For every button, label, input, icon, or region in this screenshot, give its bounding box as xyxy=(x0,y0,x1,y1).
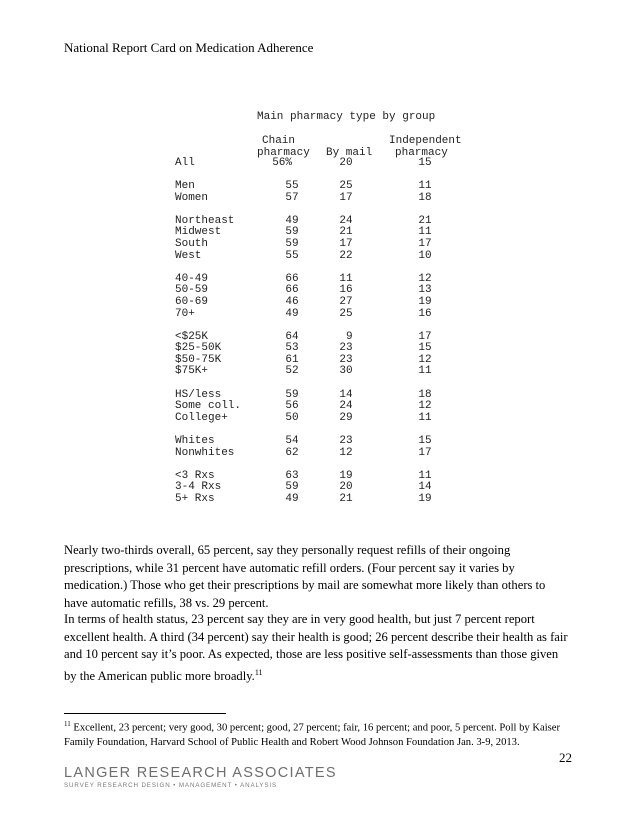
table-cell: 27 xyxy=(339,295,353,308)
row-label: HS/less xyxy=(175,388,222,401)
table-cell: 11 xyxy=(418,365,432,378)
page-number: 22 xyxy=(559,750,572,765)
table-cell: 18 xyxy=(418,191,432,204)
table-cell: 17 xyxy=(418,330,432,343)
table-cell: 12 xyxy=(339,446,353,459)
table-cell: 20 xyxy=(339,481,353,494)
paragraph-health-status xyxy=(64,611,569,685)
row-label: 50-59 xyxy=(175,284,209,297)
table-title: Main pharmacy type by group xyxy=(257,111,436,123)
table-cell: 16 xyxy=(339,284,353,297)
table-cell: 24 xyxy=(339,214,353,227)
table-cell: 66 xyxy=(285,272,299,285)
row-label: All xyxy=(175,157,195,169)
row-label: 3-4 Rxs xyxy=(175,481,222,494)
table-cell: 23 xyxy=(339,434,353,447)
table-cell: 54 xyxy=(285,434,299,447)
table-cell: 25 xyxy=(339,307,353,320)
table-cell: 46 xyxy=(285,295,299,308)
col-header-chain-line1: Chain xyxy=(262,135,296,147)
row-label: 70+ xyxy=(175,307,195,320)
footnote-divider xyxy=(64,713,226,714)
footnote-text: Excellent, 23 percent; very good, 30 percent; good, 27 percent; fair, 16 percent; and poor, 5 percent. Poll by Kaiser Family Foundation, Harvard School of Public Health and Robert Wood Johnson Foundation Jan. 3-9, 2013. xyxy=(64,722,560,748)
table-cell: 19 xyxy=(418,295,432,308)
table-cell: 61 xyxy=(285,353,299,366)
table-cell: 56 xyxy=(285,400,299,413)
row-label: 40-49 xyxy=(175,272,209,285)
table-cell: 25 xyxy=(339,180,353,193)
footnote-number: 11 xyxy=(64,720,71,728)
table-cell: 57 xyxy=(285,191,299,204)
row-label: $25-50K xyxy=(175,342,222,355)
table-cell: 11 xyxy=(418,180,432,193)
table-cell: 55 xyxy=(285,249,299,262)
table-cell: 11 xyxy=(339,272,353,285)
row-label: Whites xyxy=(175,434,215,447)
paragraph-health-status-text: In terms of health status, 23 percent say they are in very good health, but just 7 percent report excellent health. A third (34 percent) say their health is good; 26 percent describe their health as fair and 10 percent say it’s poor. As expected, those are less positive self-assessments than those given by the American public more broadly. xyxy=(64,612,568,683)
table-cell: 23 xyxy=(339,342,353,355)
table-cell: 13 xyxy=(418,284,432,297)
col-header-chain-line2: pharmacy xyxy=(257,147,310,159)
table-cell: 11 xyxy=(418,411,432,424)
row-label: College+ xyxy=(175,411,228,424)
table-cell: 21 xyxy=(418,214,432,227)
table-cell: 64 xyxy=(285,330,299,343)
table-cell: 63 xyxy=(285,469,299,482)
table-cell: 9 xyxy=(346,330,353,343)
row-label: South xyxy=(175,238,209,251)
table-cell: 49 xyxy=(285,307,299,320)
table-cell: 15 xyxy=(418,434,432,447)
table-cell: 59 xyxy=(285,238,299,251)
table-cell: 59 xyxy=(285,388,299,401)
table-cell: 18 xyxy=(418,388,432,401)
row-label: 60-69 xyxy=(175,295,209,308)
table-cell: 52 xyxy=(285,365,299,378)
table-cell: 17 xyxy=(339,191,353,204)
table-cell: 19 xyxy=(339,469,353,482)
table-cell: 10 xyxy=(418,249,432,262)
footnote xyxy=(64,717,574,750)
row-label: Some coll. xyxy=(175,400,242,413)
col-header-independent-line2: pharmacy xyxy=(395,147,448,159)
table-cell: 50 xyxy=(285,411,299,424)
running-header: National Report Card on Medication Adherence xyxy=(64,40,314,55)
row-label: 5+ Rxs xyxy=(175,492,215,505)
table-cell: 11 xyxy=(418,469,432,482)
company-logo xyxy=(64,765,337,789)
logo-name: LANGER RESEARCH ASSOCIATES xyxy=(64,765,337,781)
table-cell: 56% xyxy=(272,157,292,169)
table-cell: 22 xyxy=(339,249,353,262)
paragraph-refills: Nearly two-thirds overall, 65 percent, say they personally request refills of their ongoing prescriptions, while 31 percent have automatic refill orders. (Four percent say it varies by medication.) Those who get their prescriptions by mail are somewhat more likely than others to have automatic refills, 38 vs. 29 percent. xyxy=(64,543,546,610)
table-cell: 15 xyxy=(418,342,432,355)
table-cell: 55 xyxy=(285,180,299,193)
table-cell: 20 xyxy=(339,157,353,169)
footnote-reference[interactable]: 11 xyxy=(254,667,263,677)
row-label: <3 Rxs xyxy=(175,469,215,482)
logo-tagline: SURVEY RESEARCH DESIGN • MANAGEMENT • ANALYSIS xyxy=(64,782,278,789)
row-label: $75K+ xyxy=(175,365,209,378)
table-cell: 49 xyxy=(285,214,299,227)
row-label: Men xyxy=(175,180,195,193)
table-cell: 62 xyxy=(285,446,299,459)
row-label: West xyxy=(175,249,202,262)
table-cell: 23 xyxy=(339,353,353,366)
table-cell: 16 xyxy=(418,307,432,320)
table-cell: 11 xyxy=(418,226,432,239)
row-label: <$25K xyxy=(175,330,209,343)
col-header-independent-line1: Independent xyxy=(389,135,462,147)
table-cell: 21 xyxy=(339,226,353,239)
row-label: Nonwhites xyxy=(175,446,235,459)
table-cell: 14 xyxy=(339,388,353,401)
row-label: Midwest xyxy=(175,226,222,239)
table-cell: 24 xyxy=(339,400,353,413)
table-cell: 49 xyxy=(285,492,299,505)
table-cell: 12 xyxy=(418,272,432,285)
table-cell: 19 xyxy=(418,492,432,505)
row-label: $50-75K xyxy=(175,353,222,366)
table-cell: 66 xyxy=(285,284,299,297)
table-cell: 17 xyxy=(418,446,432,459)
table-cell: 17 xyxy=(339,238,353,251)
table-cell: 59 xyxy=(285,481,299,494)
table-cell: 14 xyxy=(418,481,432,494)
table-cell: 53 xyxy=(285,342,299,355)
table-cell: 15 xyxy=(418,157,432,169)
table-cell: 30 xyxy=(339,365,353,378)
table-cell: 59 xyxy=(285,226,299,239)
table-cell: 29 xyxy=(339,411,353,424)
row-label: Women xyxy=(175,191,209,204)
table-cell: 12 xyxy=(418,353,432,366)
table-cell: 12 xyxy=(418,400,432,413)
col-header-mail: By mail xyxy=(326,147,373,159)
table-cell: 17 xyxy=(418,238,432,251)
row-label: Northeast xyxy=(175,214,235,227)
table-cell: 21 xyxy=(339,492,353,505)
